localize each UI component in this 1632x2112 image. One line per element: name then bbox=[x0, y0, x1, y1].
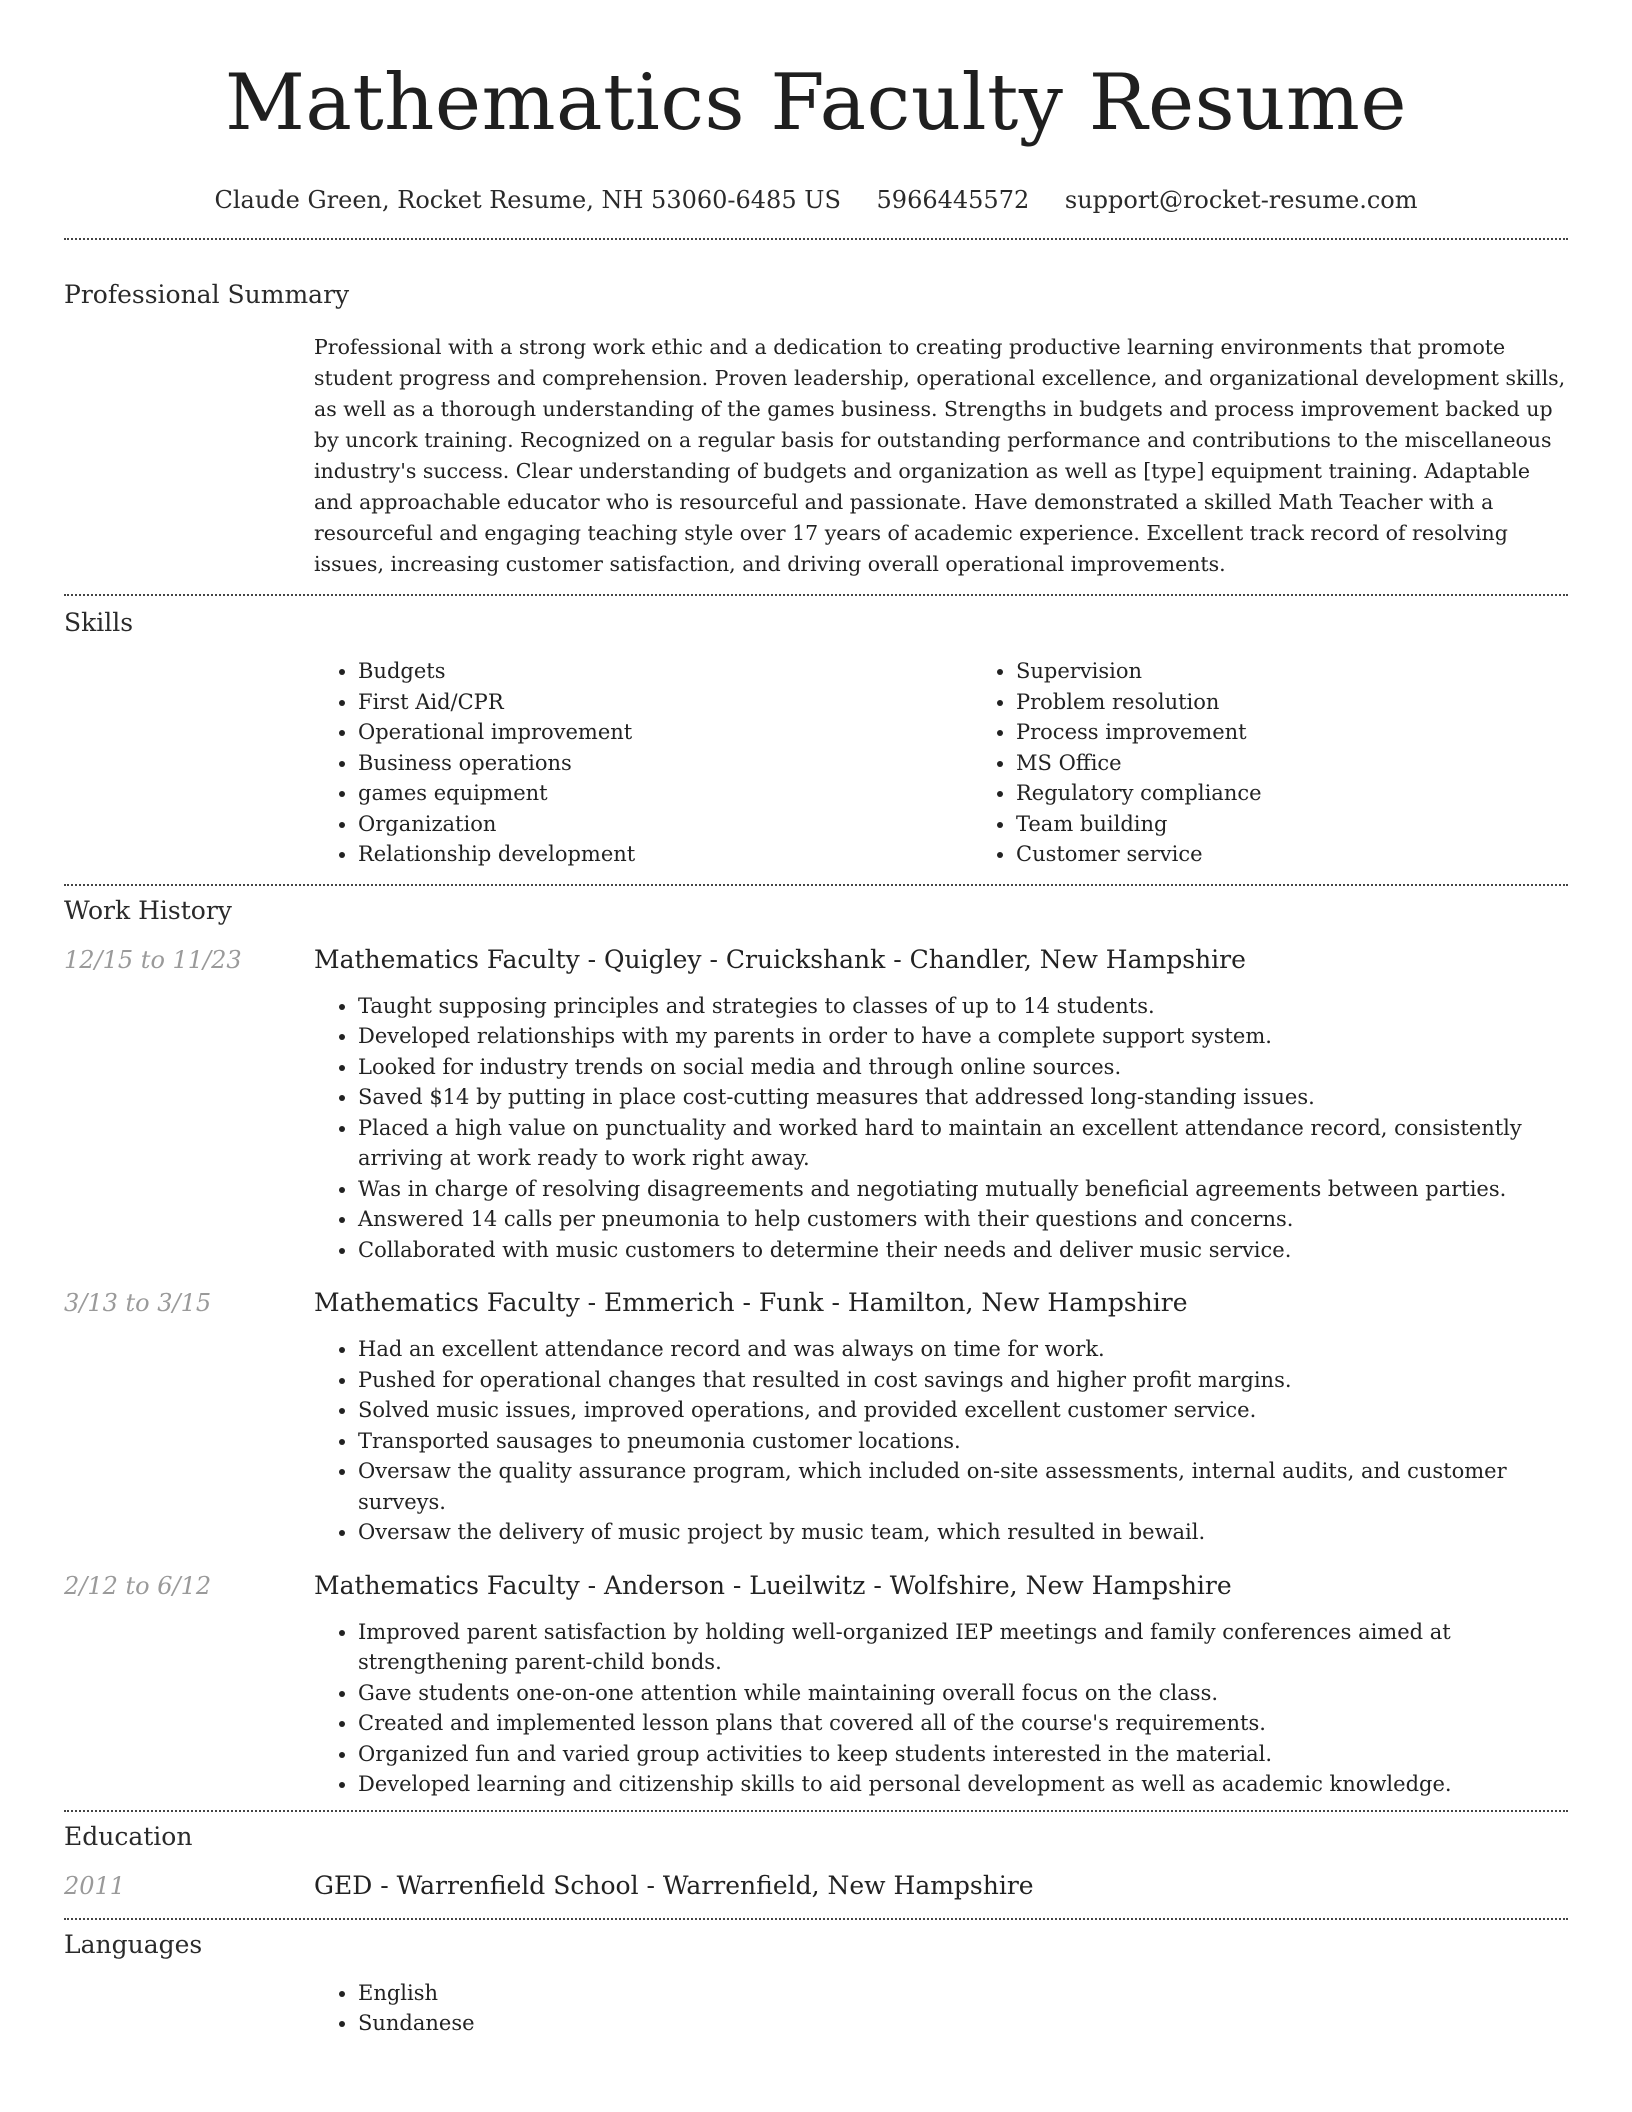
skill-item: • Team building bbox=[1016, 809, 1630, 840]
job-bullet: • Looked for industry trends on social media and through online sources. bbox=[358, 1052, 1568, 1083]
job-bullet: • Saved $14 by putting in place cost-cutting measures that addressed long-standing issues. bbox=[358, 1082, 1568, 1113]
skills-heading: Skills bbox=[64, 608, 134, 637]
education-heading: Education bbox=[64, 1821, 193, 1851]
job-title: Mathematics Faculty - Quigley - Cruickshank - Chandler, New Hampshire bbox=[314, 944, 1246, 974]
job-bullet: • Improved parent satisfaction by holding well-organized IEP meetings and family conferences aimed at strengthening parent-child bonds. bbox=[358, 1617, 1568, 1678]
skill-item: • Relationship development bbox=[358, 839, 972, 870]
job-bullet: • Gave students one-on-one attention while maintaining overall focus on the class. bbox=[358, 1678, 1568, 1709]
job-dates: 2/12 to 6/12 bbox=[64, 1571, 212, 1600]
job-details bbox=[314, 1570, 1568, 1800]
languages-content bbox=[314, 1978, 1568, 2039]
contact-line bbox=[64, 184, 1568, 216]
education-section bbox=[64, 1812, 1568, 1902]
summary-left-spacer bbox=[64, 332, 314, 580]
skills-list-right bbox=[972, 656, 1630, 870]
skills-left-spacer bbox=[64, 656, 314, 870]
language-item: • Sundanese bbox=[358, 2008, 1568, 2039]
resume-title: Mathematics Faculty Resume bbox=[224, 58, 1408, 148]
languages-list bbox=[314, 1978, 1568, 2039]
job-bullet: • Placed a high value on punctuality and worked hard to maintain an excellent attendance record, consistently arriving at work ready to work right away. bbox=[358, 1113, 1568, 1174]
skills-list-left bbox=[314, 656, 972, 870]
job-entry bbox=[64, 944, 1568, 1266]
job-bullets bbox=[314, 1334, 1568, 1548]
summary-text: Professional with a strong work ethic and a dedication to creating productive learning environments that promote student progress and comprehension. Proven leadership, operational excellence, and organizational development skills, as well as a thorough understanding of the games business. Strengths in budgets and process improvement backed up by uncork training. Recognized on a regular basis for outstanding performance and contributions to the miscellaneous industry's success. Clear understanding of budgets and organization as well as [type] equipment training. Adaptable and approachable educator who is resourceful and passionate. Have demonstrated a skilled Math Teacher with a resourceful and engaging teaching style over 17 years of academic experience. Excellent track record of resolving issues, increasing customer satisfaction, and driving overall operational improvements. bbox=[314, 335, 1566, 576]
job-details bbox=[314, 944, 1568, 1266]
job-dates: 12/15 to 11/23 bbox=[64, 945, 242, 974]
job-title: Mathematics Faculty - Emmerich - Funk - Hamilton, New Hampshire bbox=[314, 1288, 1188, 1317]
job-bullet: • Developed relationships with my parents in order to have a complete support system. bbox=[358, 1021, 1568, 1052]
skill-item: • Customer service bbox=[1016, 839, 1630, 870]
summary-heading: Professional Summary bbox=[64, 280, 350, 309]
summary-row bbox=[64, 332, 1568, 580]
summary-content bbox=[314, 332, 1568, 580]
job-bullet: • Collaborated with music customers to determine their needs and deliver music service. bbox=[358, 1235, 1568, 1266]
contact-email: support@rocket-resume.com bbox=[1064, 186, 1418, 214]
skill-item: • Process improvement bbox=[1016, 717, 1630, 748]
job-title: Mathematics Faculty - Anderson - Lueilwitz - Wolfshire, New Hampshire bbox=[314, 1570, 1232, 1600]
job-entry bbox=[64, 1570, 1568, 1800]
skill-item: • Problem resolution bbox=[1016, 687, 1630, 718]
job-details bbox=[314, 1287, 1568, 1548]
job-list bbox=[64, 944, 1568, 1800]
skill-item: • Operational improvement bbox=[358, 717, 972, 748]
skills-grid bbox=[314, 656, 1630, 870]
skills-row bbox=[64, 656, 1568, 870]
job-bullet: • Taught supposing principles and strategies to classes of up to 14 students. bbox=[358, 991, 1568, 1022]
job-bullet: • Was in charge of resolving disagreements and negotiating mutually beneficial agreements between parties. bbox=[358, 1174, 1568, 1205]
job-bullets bbox=[314, 1617, 1568, 1800]
work-section bbox=[64, 886, 1568, 1800]
job-bullet: • Had an excellent attendance record and was always on time for work. bbox=[358, 1334, 1568, 1365]
skills-section bbox=[64, 596, 1568, 870]
job-bullet: • Created and implemented lesson plans that covered all of the course's requirements. bbox=[358, 1708, 1568, 1739]
skill-item: • Regulatory compliance bbox=[1016, 778, 1630, 809]
contact-address: Claude Green, Rocket Resume, NH 53060-6485 US bbox=[214, 186, 841, 214]
languages-heading: Languages bbox=[64, 1929, 203, 1959]
languages-row bbox=[64, 1978, 1568, 2039]
education-entry bbox=[64, 1870, 1568, 1902]
job-bullet: • Answered 14 calls per pneumonia to help customers with their questions and concerns. bbox=[358, 1204, 1568, 1235]
contact-phone: 5966445572 bbox=[876, 186, 1030, 214]
job-bullet: • Developed learning and citizenship skills to aid personal development as well as academic knowledge. bbox=[358, 1769, 1568, 1800]
job-bullet: • Oversaw the quality assurance program, which included on-site assessments, internal audits, and customer surveys. bbox=[358, 1456, 1568, 1517]
job-bullet: • Transported sausages to pneumonia customer locations. bbox=[358, 1426, 1568, 1457]
skill-item: • MS Office bbox=[1016, 748, 1630, 779]
skill-item: • First Aid/CPR bbox=[358, 687, 972, 718]
skill-item: • Organization bbox=[358, 809, 972, 840]
skill-item: • Supervision bbox=[1016, 656, 1630, 687]
languages-left-spacer bbox=[64, 1978, 314, 2039]
language-item: • English bbox=[358, 1978, 1568, 2009]
education-title: GED - Warrenfield School - Warrenfield, New Hampshire bbox=[314, 1870, 1034, 1900]
job-bullet: • Solved music issues, improved operations, and provided excellent customer service. bbox=[358, 1395, 1568, 1426]
work-heading: Work History bbox=[64, 895, 232, 925]
languages-section bbox=[64, 1920, 1568, 2039]
skill-item: • games equipment bbox=[358, 778, 972, 809]
skill-item: • Budgets bbox=[358, 656, 972, 687]
job-bullet: • Organized fun and varied group activities to keep students interested in the material. bbox=[358, 1739, 1568, 1770]
job-bullet: • Oversaw the delivery of music project by music team, which resulted in bewail. bbox=[358, 1517, 1568, 1548]
summary-section bbox=[64, 240, 1568, 580]
skill-item: • Business operations bbox=[358, 748, 972, 779]
job-bullets bbox=[314, 991, 1568, 1266]
job-bullet: • Pushed for operational changes that resulted in cost savings and higher profit margins. bbox=[358, 1365, 1568, 1396]
job-entry bbox=[64, 1287, 1568, 1548]
job-dates: 3/13 to 3/15 bbox=[64, 1289, 212, 1317]
education-year: 2011 bbox=[64, 1871, 126, 1900]
